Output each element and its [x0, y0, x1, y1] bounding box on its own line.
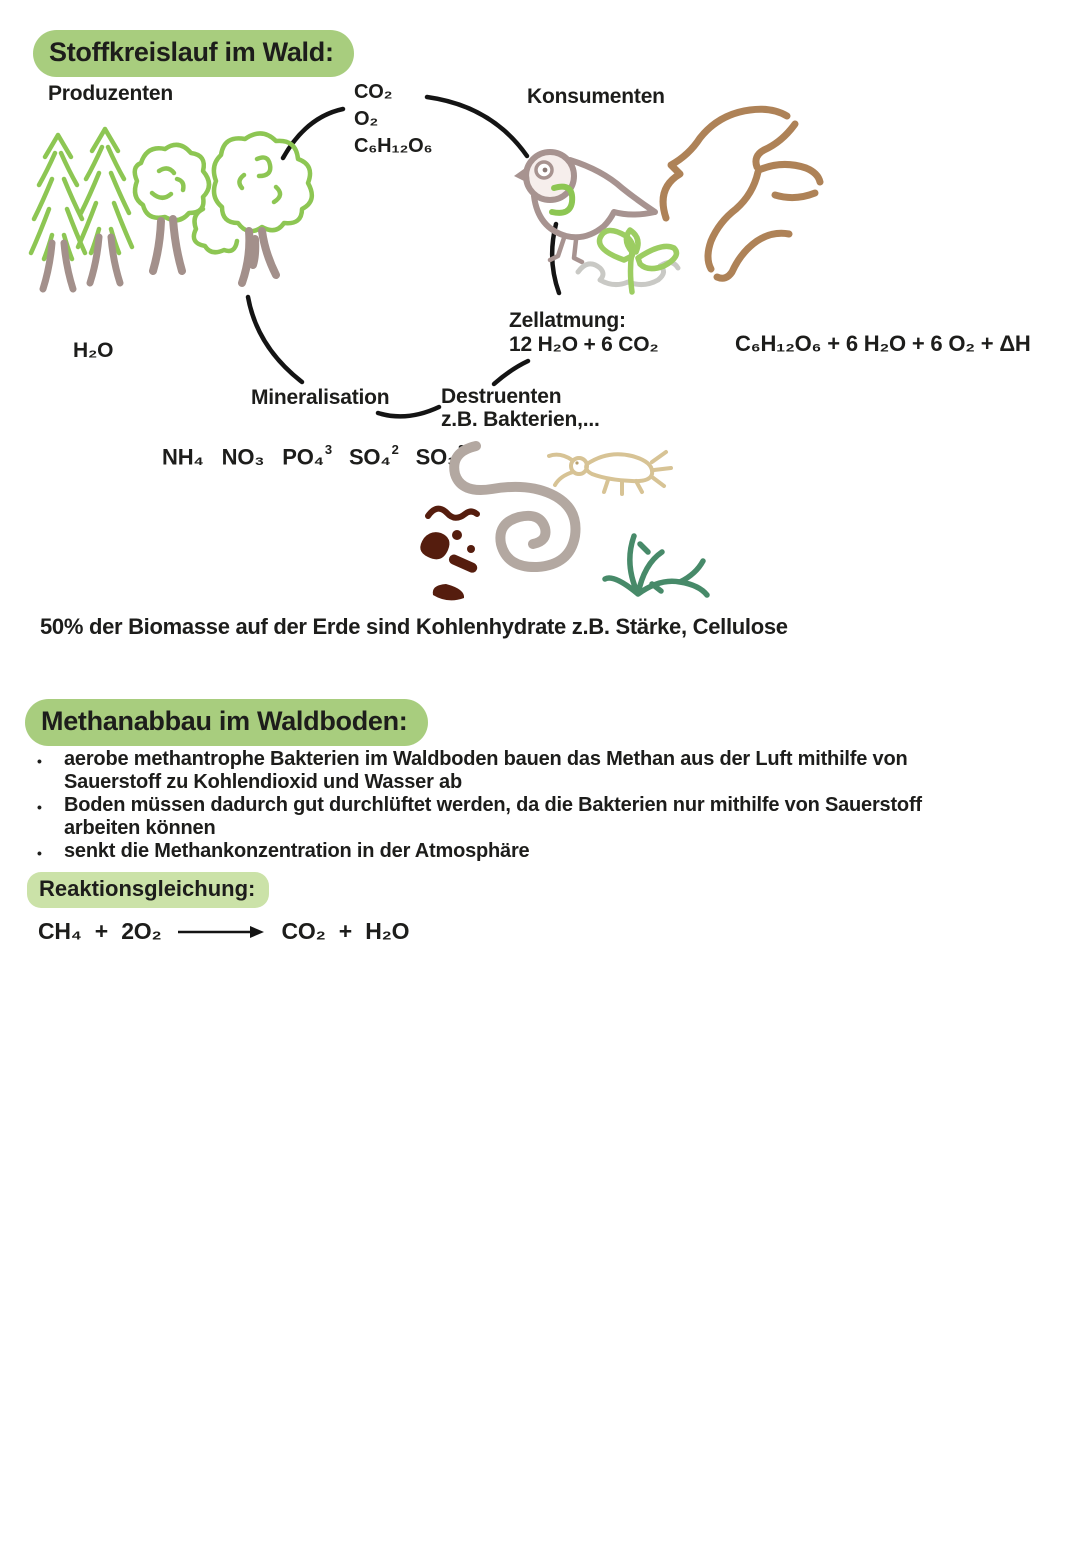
- reaction-equation: [38, 918, 409, 945]
- pupil: [543, 168, 548, 173]
- decomposers-title: Destruenten: [441, 385, 562, 408]
- beak: [514, 166, 530, 184]
- decomposers-subtitle: z.B. Bakterien,...: [441, 408, 600, 431]
- methane-bullet-list: [30, 748, 935, 864]
- ion-po4: PO₄$^3$: [282, 442, 332, 470]
- section-title-text: Stoffkreislauf im Wald:: [49, 37, 334, 67]
- ion-no3: NO₃: [221, 444, 265, 470]
- bullet-item: • aerobe methantrophe Bakterien im Waldboden bauen das Methan aus der Luft mithilfe von Sauerstoff zu Kohlendioxid und Wasser ab: [30, 748, 935, 793]
- springtail-insect: [549, 452, 671, 494]
- producers-illustration: [25, 115, 335, 300]
- reaction-arrow: [176, 923, 268, 941]
- arc-producers-to-mineralisation: [248, 297, 302, 382]
- biomass-note: 50% der Biomasse auf der Erde sind Kohlenhydrate z.B. Stärke, Cellulose: [40, 614, 788, 639]
- water-label: H₂O: [73, 339, 114, 362]
- producers-label: Produzenten: [48, 82, 173, 105]
- deciduous-tree: [194, 133, 312, 283]
- ion-so3: SO₃$^2$: [415, 442, 466, 470]
- conifer-tree: [31, 135, 85, 289]
- consumers-label: Konsumenten: [527, 85, 665, 108]
- ion-so4: SO₄$^2$: [348, 442, 399, 470]
- seedling: [578, 230, 678, 292]
- bullet-item: • senkt die Methankonzentration in der Atmosphäre: [30, 840, 935, 863]
- swallow-bird: [663, 109, 820, 278]
- bullet-item: • Boden müssen dadurch gut durchlüftet werden, da die Bakterien nur mithilfe von Sauerstoff arbeiten können: [30, 794, 935, 839]
- reaction-label-text: Reaktionsgleichung:: [39, 876, 256, 901]
- decomposers-illustration: [412, 432, 712, 607]
- glucose-label: C₆H₁₂O₆: [354, 135, 433, 157]
- arc-destruents-to-respiration: [494, 361, 528, 384]
- methane-title-text: Methanabbau im Waldboden:: [41, 706, 408, 736]
- conifer-tree: [78, 129, 132, 283]
- respiration-equation: C₆H₁₂O₆ + 6 H₂O + 6 O₂ + ΔH: [735, 331, 1031, 356]
- deciduous-tree: [135, 145, 209, 271]
- decomposers-label-block: [441, 385, 600, 431]
- reaction-right: CO₂ + H₂O: [281, 918, 410, 944]
- legs: [550, 238, 582, 262]
- o2-label: O₂: [354, 108, 379, 130]
- cell-respiration-title: Zellatmung:: [509, 309, 626, 332]
- reaction-left: CH₄ + 2O₂: [38, 918, 162, 944]
- reaction-equation-label: [27, 872, 269, 908]
- consumers-illustration: [512, 100, 832, 300]
- cell-respiration-reactants: 12 H₂O + 6 CO₂: [509, 333, 659, 356]
- gas-labels: [354, 79, 432, 160]
- ion-nh4: NH₄: [162, 444, 204, 470]
- cell-respiration-block: [509, 309, 659, 357]
- bacteria: [420, 509, 479, 601]
- section-title-methanabbau: [25, 699, 428, 746]
- moss-plant: [605, 536, 707, 595]
- co2-label: CO₂: [354, 81, 393, 103]
- mineralisation-label: Mineralisation: [251, 386, 390, 409]
- section-title-stoffkreislauf: [33, 30, 354, 77]
